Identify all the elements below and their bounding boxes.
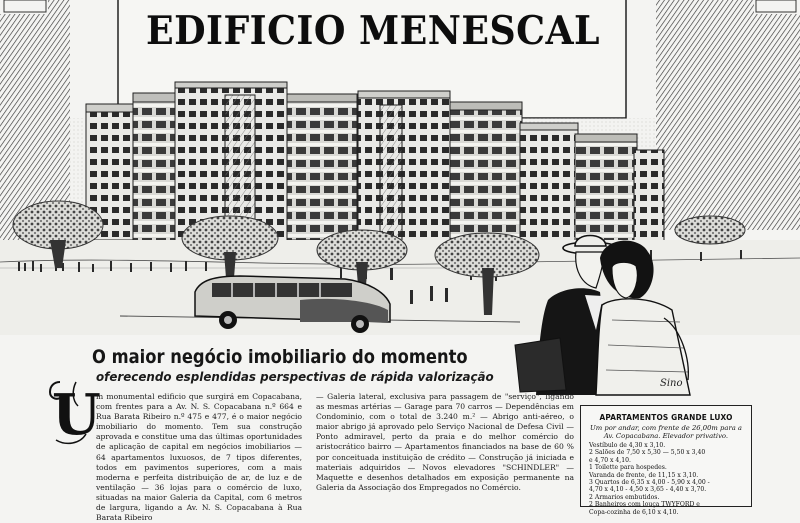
box-spec-item: 2 Armarios embutidos. [589,493,660,501]
ad-slogan: O maior negócio imobiliario do momento [92,346,468,368]
svg-text:U: U [52,382,101,448]
box-spec-item: 3 Quartos de 6,35 x 4,00 - 5,90 x 4,00 - [589,479,710,487]
right-hatched-panel [656,0,800,230]
body-text-right: — Galeria lateral, exclusiva para passagem de "serviço", ligando as mesmas artérias — Garage para 70 carros — Dependências em Condominio, com o total de 3.240 m.² — Abrigo anti-aéreo, o maior abrigo já aprovado pelo Serviço Nacional de Defesa Civil — Ponto admiravel, perto da praia e do melhor comércio do aristocrático bairro — Apartamentos financiados na base de 60 % por conceituada instituição de crédito — Construção já iniciada e materiais adquiridos — Novos elevadores "SCHINDLER" — Maquette e desenhos detalhados em exposição permanente na Galeria da Associação dos Empregados no Comércio. [316,392,574,492]
apartment-info-box [580,405,752,516]
box-spec-item: 1 Toilette para hospedes. [589,464,667,472]
box-intro: Um por andar, com frente de 26,00m para a Av. Copacabana. Elevador privativo. [590,424,742,440]
ad-headline: EDIFICIO MENESCAL [145,8,601,54]
box-spec-item: Copa-cozinha de 6,10 x 4,10. [589,508,679,516]
box-spec-list [589,442,745,516]
artist-signature: Sino [660,378,683,389]
box-spec-item: e 4,70 x 4,10. [589,456,631,464]
ad-subslogan: oferecendo esplendidas perspectivas de rápida valorização [96,369,494,384]
box-spec-item: Vestíbulo de 4,30 x 3,10. [589,442,666,449]
box-spec-item: 2 Banheiros com louça TWYFORD e [589,501,700,509]
box-spec-item: Varanda de frente, de 11,15 x 3,10. [589,471,699,479]
box-spec-item: 2 Salões de 7,50 x 5,30 — 5,50 x 3,40 [589,449,706,457]
box-spec-item: 4,70 x 4,10 - 4,50 x 3,65 - 4,40 x 3,70. [589,486,707,494]
body-text-left: m monumental edificio que surgirá em Copacabana, com frentes para a Av. N. S. Copacabana n.º 664 e Rua Barata Ribeiro n.º 475 e 477, é o maior negócio imobiliario do momento. Tem sua construção aprovada e constitue uma das últimas oportunidades de aplicação de capital em negócios imobiliarios — 64 apartamentos luxuosos, de 7 tipos diferentes, todos em pavimentos superiores, com a mais moderna e perfeita distribuição de ar, de luz e de ventilação — 36 lojas para o comércio de luxo, situadas na maior Galeria da Capital, com 6 metros de largura, ligando a Av. N. S. Copacabana à Rua Barata Ribeiro [96,392,302,523]
box-title: APARTAMENTOS GRANDE LUXO [599,412,733,422]
body-column-left [96,392,302,523]
body-column-right [316,392,574,493]
dropcap-letter [46,376,101,448]
